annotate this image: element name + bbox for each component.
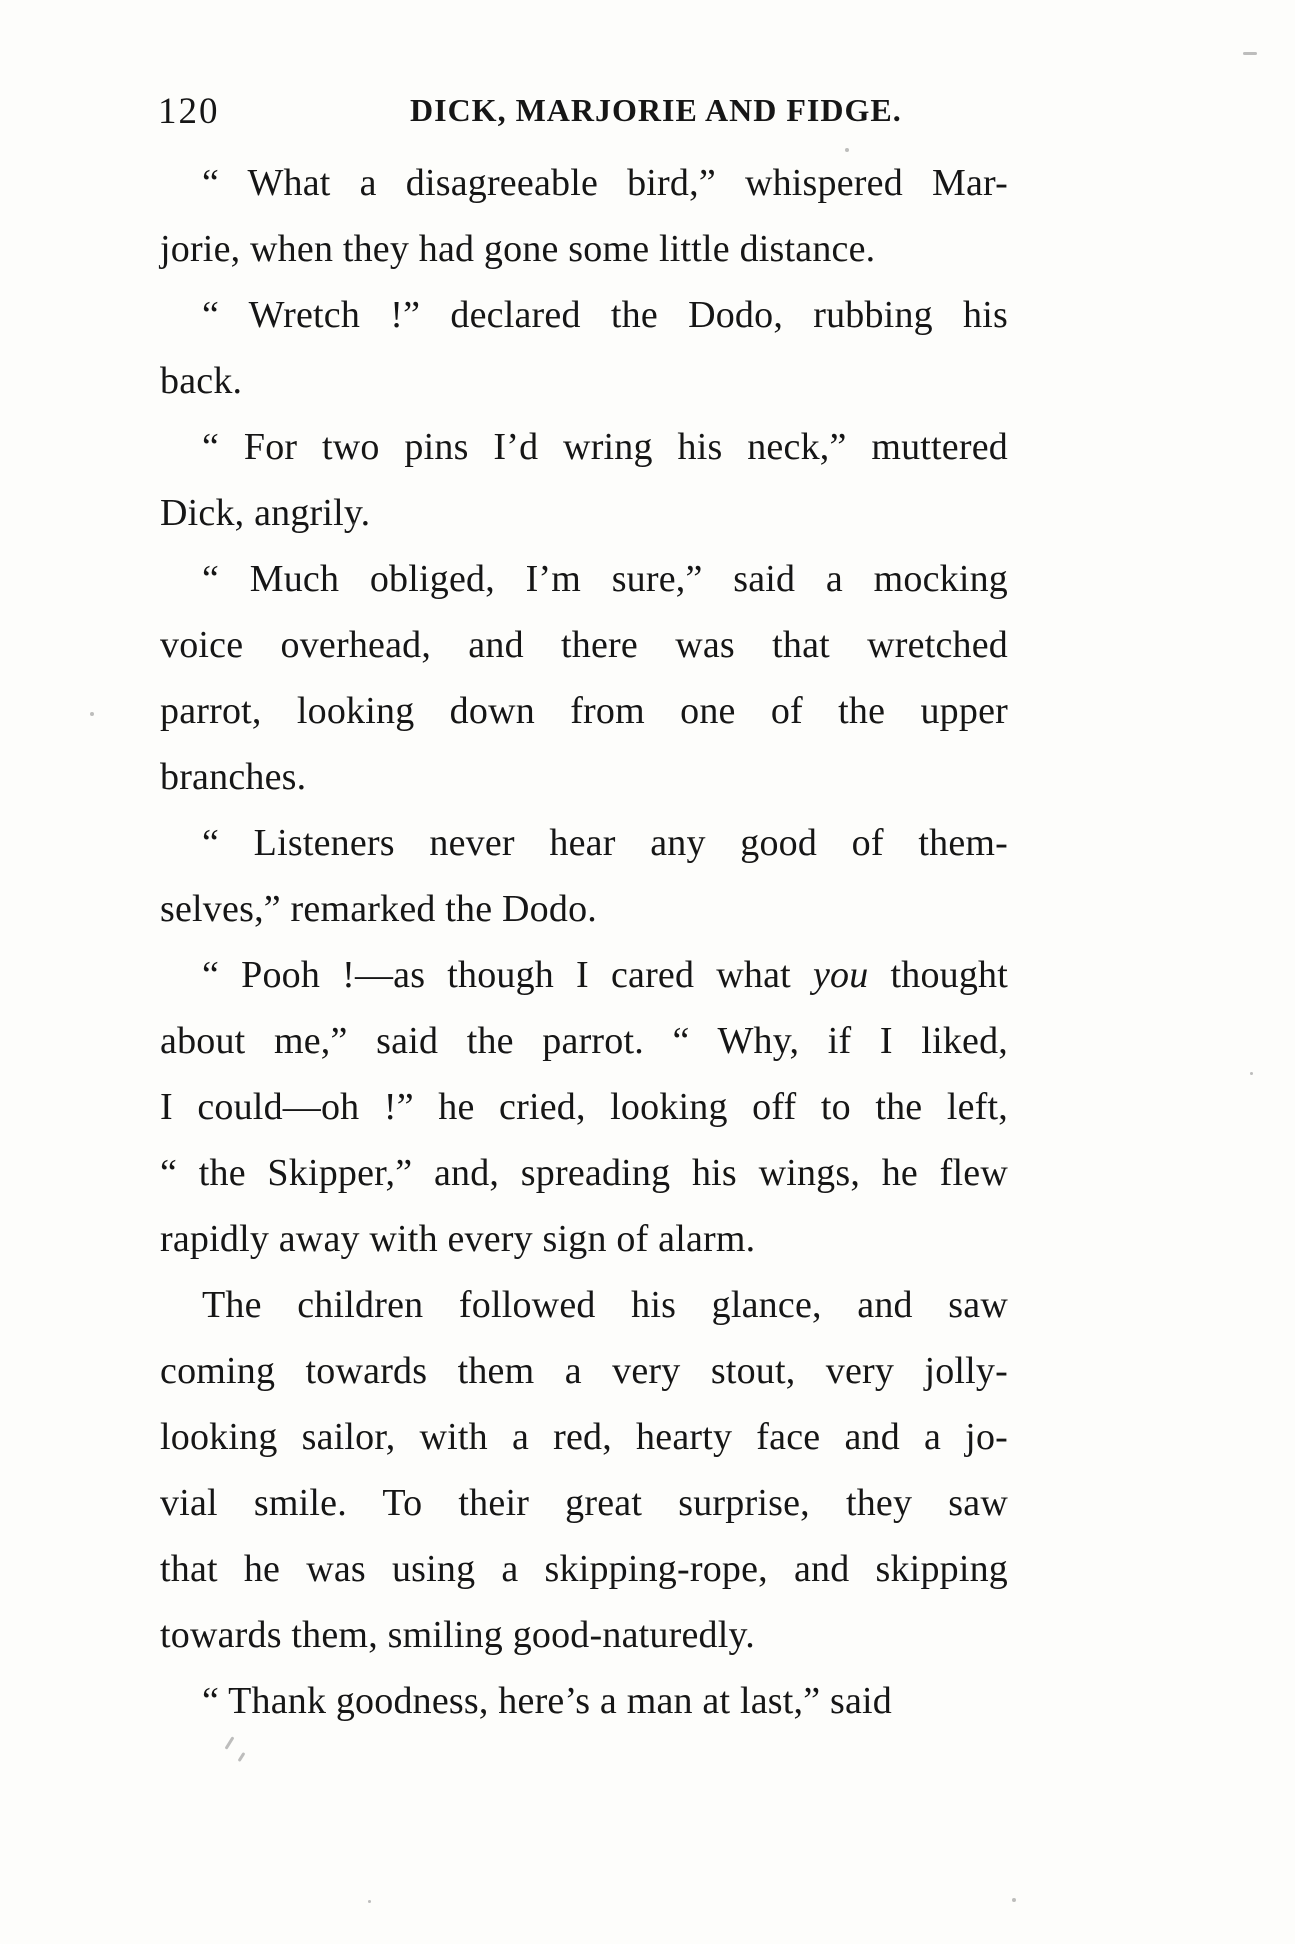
page-header [0, 82, 1295, 142]
text-line [160, 744, 1008, 810]
scan-speck [352, 522, 355, 525]
text-segment: voice overhead, and there was that wretched [160, 624, 1008, 666]
text-segment: that he was using a skipping-rope, and skipping [160, 1548, 1008, 1590]
text-segment: “ Thank goodness, here’s a man at last,” said [202, 1680, 892, 1722]
text-line [160, 876, 1008, 942]
scan-speck [1012, 1898, 1016, 1902]
italic-text: you [812, 954, 869, 996]
text-segment: jorie, when they had gone some little distance. [160, 228, 876, 270]
text-segment: coming towards them a very stout, very jolly- [160, 1350, 1008, 1392]
text-line [160, 678, 1008, 744]
text-segment: “ Much obliged, I’m sure,” said a mocking [202, 558, 1008, 600]
text-line [160, 1074, 1008, 1140]
text-line [160, 348, 1008, 414]
text-segment: “ Wretch !” declared the Dodo, rubbing his [202, 294, 1008, 336]
text-line [160, 1470, 1008, 1536]
text-segment: “ Listeners never hear any good of them- [202, 822, 1008, 864]
scan-speck [1243, 52, 1257, 55]
text-segment: thought [868, 954, 1008, 996]
text-line [160, 414, 1008, 480]
text-segment: “ Pooh !—as though I cared what [202, 954, 813, 996]
text-segment: parrot, looking down from one of the upper [160, 690, 1008, 732]
text-line [160, 1338, 1008, 1404]
text-segment: vial smile. To their great surprise, they saw [160, 1482, 1008, 1524]
text-segment: branches. [160, 756, 307, 798]
text-segment: “ What a disagreeable bird,” whispered Mar- [202, 162, 1008, 204]
scan-speck [225, 1736, 235, 1749]
text-segment: towards them, smiling good-naturedly. [160, 1614, 755, 1656]
text-segment: looking sailor, with a red, hearty face and a jo- [160, 1416, 1008, 1458]
text-segment: I could—oh !” he cried, looking off to the left, [160, 1086, 1008, 1128]
scan-speck [845, 148, 849, 152]
text-line [160, 1272, 1008, 1338]
text-segment: Dick, angrily. [160, 492, 371, 534]
text-segment: back. [160, 360, 243, 402]
scan-speck [368, 1900, 371, 1903]
page-number: 120 [158, 91, 220, 132]
text-line [160, 810, 1008, 876]
body-text [160, 150, 1008, 1734]
text-line [160, 1602, 1008, 1668]
text-segment: rapidly away with every sign of alarm. [160, 1218, 756, 1260]
text-line [160, 216, 1008, 282]
scan-speck [1250, 1072, 1253, 1075]
text-segment: The children followed his glance, and saw [202, 1284, 1008, 1326]
text-line [160, 1668, 1008, 1734]
text-line [160, 942, 1008, 1008]
text-line [160, 1008, 1008, 1074]
scan-speck [90, 712, 94, 716]
scan-speck [238, 1752, 246, 1762]
text-segment: “ the Skipper,” and, spreading his wings, he flew [160, 1152, 1008, 1194]
text-line [160, 1206, 1008, 1272]
text-line [160, 150, 1008, 216]
text-segment: about me,” said the parrot. “ Why, if I liked, [160, 1020, 1008, 1062]
running-title: DICK, MARJORIE AND FIDGE. [410, 92, 902, 128]
text-line [160, 282, 1008, 348]
text-segment: selves,” remarked the Dodo. [160, 888, 597, 930]
text-line [160, 1536, 1008, 1602]
text-line [160, 612, 1008, 678]
text-line [160, 546, 1008, 612]
text-line [160, 1140, 1008, 1206]
text-line [160, 1404, 1008, 1470]
text-line [160, 480, 1008, 546]
text-segment: “ For two pins I’d wring his neck,” muttered [202, 426, 1008, 468]
